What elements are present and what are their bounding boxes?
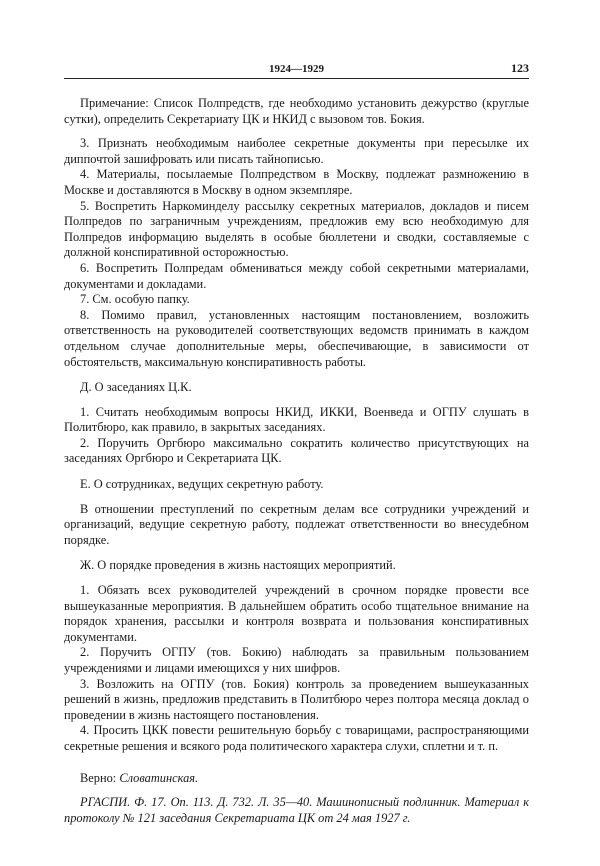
note-paragraph: Примечание: Список Полпредств, где необходимо установить дежурство (круглые сутки), определить Секретариату ЦК и НКИД с вызовом тов. Бокия. (64, 96, 529, 126)
document-body (64, 96, 529, 826)
paragraph-zh-2: 2. Поручить ОГПУ (тов. Бокию) наблюдать за правильным пользованием учреждениями и лицами имеющихся у них шифров. (64, 645, 529, 675)
header-years: 1924—1929 (269, 63, 324, 75)
running-header (64, 61, 529, 79)
signature-prefix: Верно: (80, 770, 120, 785)
paragraph-item-7: 7. См. особую папку. (80, 292, 190, 307)
section-heading-zh: Ж. О порядке проведения в жизнь настоящих мероприятий. (80, 558, 396, 573)
paragraph-item-4: 4. Материалы, посылаемые Полпредством в Москву, подлежат размножению в Москве и доставляются в Москву в одном экземпляре. (64, 167, 529, 197)
page-number: 123 (511, 61, 529, 75)
paragraph-item-8: 8. Помимо правил, установленных настоящим постановлением, возложить ответственность на руководителей соответствующих ведомств принимать в каждом отдельном случае дополнительные меры, обеспечивающие, в зависимости от обстоятельств, максимальную конспиративность работы. (64, 307, 529, 369)
paragraph-d-1: 1. Считать необходимым вопросы НКИД, ИККИ, Военведа и ОГПУ слушать в Политбюро, как правило, в закрытых заседаниях. (64, 404, 529, 435)
paragraph-zh-4: 4. Просить ЦКК повести решительную борьбу с товарищами, распространяющими секретные решения и всякого рода политического характера слухи, сплетни и т. п. (64, 723, 529, 753)
paragraph-item-3: 3. Признать необходимым наиболее секретные документы при пересылке их диппочтой зашифровать или писать тайнописью. (64, 136, 529, 166)
paragraph-item-6: 6. Воспретить Полпредам обмениваться между собой секретными материалами, документами и докладами. (64, 260, 529, 291)
paragraph-d-2: 2. Поручить Оргбюро максимально сократить количество присутствующих на заседаниях Оргбюро и Секретариата ЦК. (64, 435, 529, 466)
document-page (64, 61, 529, 826)
signature-name: Словатинская. (119, 770, 199, 785)
section-heading-d: Д. О заседаниях Ц.К. (80, 380, 192, 395)
paragraph-zh-3: 3. Возложить на ОГПУ (тов. Бокия) контроль за проведением вышеуказанных решений в жизнь, предложив представить в Политбюро через полтора месяца доклад о проведении в жизнь настоящего постановления. (64, 676, 529, 722)
section-heading-e: Е. О сотрудниках, ведущих секретную работу. (80, 477, 324, 492)
paragraph-item-5: 5. Воспретить Наркоминделу рассылку секретных материалов, докладов и писем Полпредов по заграничным учреждениям, предложив ему всю необходимую для Полпредов информацию выделять в особые бюллетени и сводки, составляемые с должной конспиративной осторожностью. (64, 198, 529, 260)
archive-source-note: РГАСПИ. Ф. 17. Оп. 113. Д. 732. Л. 35—40. Машинописный подлинник. Материал к протоколу № 121 заседания Секретариата ЦК от 24 мая 1927 г. (64, 795, 529, 825)
paragraph-zh-1: 1. Обязать всех руководителей учреждений в срочном порядке провести все вышеуказанные мероприятия. В дальнейшем обратить особо тщательное внимание на порядок хранения, рассылки и контроля возврата и пользования конспиративных документами. (64, 583, 529, 644)
paragraph-e-1: В отношении преступлений по секретным делам все сотрудники учреждений и организаций, ведущие секретную работу, подлежат ответственности во внесудебном порядке. (64, 501, 529, 547)
signature-line (64, 771, 529, 787)
